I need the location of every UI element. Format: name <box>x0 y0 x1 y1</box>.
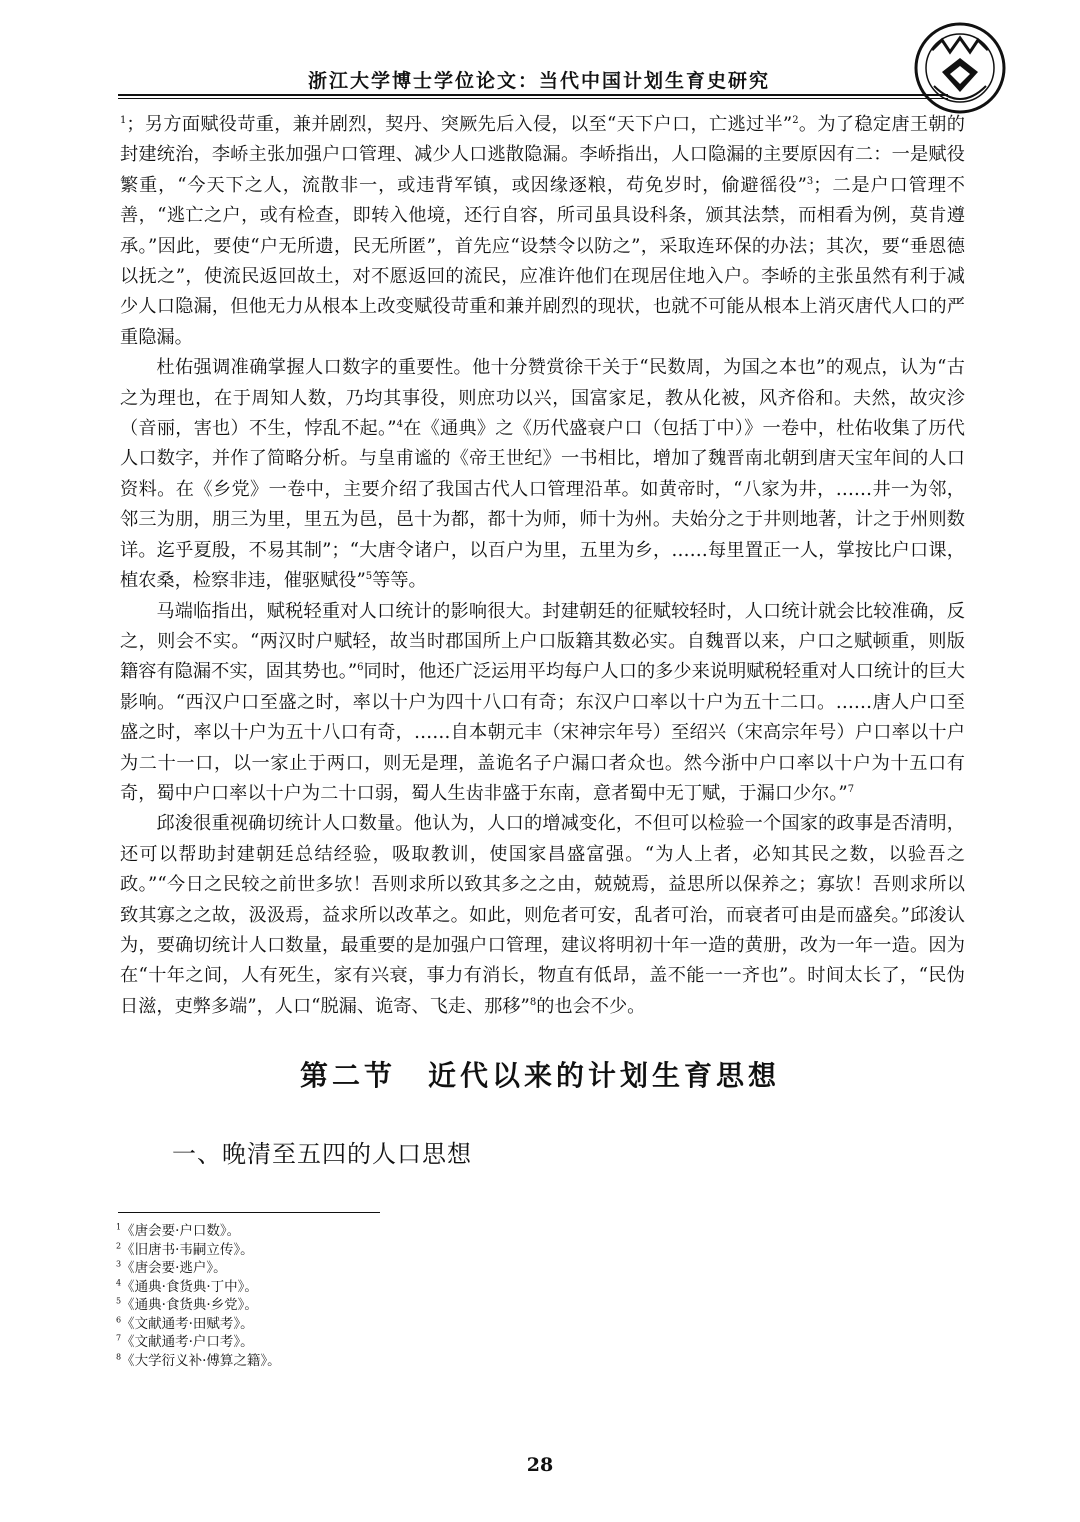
footnote-text: 《唐会要·逃户》。 <box>121 1260 227 1276</box>
footnote-text: 《通典·食货典·乡党》。 <box>121 1297 258 1313</box>
footnote-rule <box>118 1212 380 1213</box>
footnote-item <box>116 1278 281 1297</box>
paragraph-text: 在《通典》之《历代盛衰户口（包括丁中）》一卷中，杜佑收集了历代人口数字，并作了简略分析。与皇甫谧的《帝王世纪》一书相比，增加了魏晋南北朝到唐天宝年间的人口资料。在《乡党》一卷中，主要介绍了我国古代人口管理沿革。如黄帝时，“八家为井，……井一为邻，邻三为朋，朋三为里，里五为邑，邑十为都，都十为师，师十为州。夫始分之于井则地著，计之于州则数详。迄乎夏殷，不易其制”；“大唐令诸户，以百户为里，五里为乡，……每里置正一人，掌按比户口课，植农桑，检察非违，催驱赋役” <box>120 418 965 592</box>
section-title: 第二节 近代以来的计划生育思想 <box>299 1059 780 1092</box>
footnote-number: 7 <box>116 1333 122 1343</box>
paragraph-text: 的也会不少。 <box>536 995 646 1017</box>
footnotes <box>116 1222 281 1370</box>
paragraph-text: ；二是户口管理不善，“逃亡之户，或有检查，即转入他境，还行自容，所司虽具设科条，颁其法禁，而相看为例，莫肯遵承。”因此，要使“户无所遗，民无所匿”，首先应“设禁令以防之”，采取连环保的办法；其次，要“垂恩德以抚之”，使流民返回故土，对不愿返回的流民，应准许他们在现居住地入户。李峤的主张虽然有利于减少人口隐漏，但他无力从根本上改变赋役苛重和兼并剧烈的现状，也就不可能从根本上消灭唐代人口的严重隐漏。 <box>120 174 965 348</box>
body-text <box>120 110 965 1022</box>
footnote-text: 《唐会要·户口数》。 <box>121 1223 241 1239</box>
footnote-text: 《文献通考·户口考》。 <box>121 1334 254 1350</box>
footnote-marker: 3 <box>806 175 814 187</box>
paragraph-text: 等等。 <box>372 570 427 592</box>
paragraph-text: 。为了稳定唐王朝的封建统治，李峤主张加强户口管理、减少人口逃散隐漏。李峤指出，人口隐漏的主要原因有二：一是赋役繁重，“今天下之人，流散非一，或违背军镇，或因缘逐粮，苟免岁时，偷避徭役” <box>120 114 965 196</box>
page-header <box>118 62 988 98</box>
footnote-text: 《通典·食货典·丁中》。 <box>121 1278 258 1295</box>
footnote-item <box>116 1352 281 1371</box>
header-rule <box>118 94 948 96</box>
footnote-number: 1 <box>116 1222 122 1232</box>
footnote-number: 6 <box>116 1315 122 1324</box>
paragraph-3 <box>120 597 965 810</box>
footnote-item <box>116 1315 281 1334</box>
paragraph-text: 同时，他还广泛运用平均每户人口的多少来说明赋税轻重对人口统计的巨大影响。“西汉户口至盛之时，率以十户为四十八口有奇；东汉户口率以十户为五十二口。……唐人户口至盛之时，率以十户为五十八口有奇，……自本朝元丰（宋神宗年号）至绍兴（宋高宗年号）户口率以十户为二十一口，以一家止于两口，则无是理，盖诡名子户漏口者众也。然今浙中户口率以十户为十五口有奇，蜀中户口率以十户为二十口弱，蜀人生齿非盛于东南，意者蜀中无丁赋，于漏口少尔。” <box>120 661 965 804</box>
paragraph-text: ；另方面赋役苛重，兼并剧烈，契丹、突厥先后入侵，以至“天下户口，亡逃过半” <box>126 114 793 135</box>
footnote-marker: 8 <box>529 996 537 1008</box>
footnote-text: 《旧唐书·韦嗣立传》。 <box>121 1241 254 1258</box>
footnote-number: 8 <box>116 1352 122 1361</box>
footnote-text: 《大学衍义补·傅算之籍》。 <box>121 1352 281 1369</box>
paragraph-2 <box>120 353 965 596</box>
footnote-marker: 7 <box>847 783 855 795</box>
header-rule-thin <box>118 98 948 99</box>
footnote-marker: 4 <box>396 419 403 430</box>
footnote-number: 4 <box>116 1278 122 1287</box>
paragraph-text: 马端临指出，赋税轻重对人口统计的影响很大。封建朝廷的征赋较轻时，人口统计就会比较准确，反之，则会不实。“两汉时户赋轻，故当时郡国所上户口版籍其数必实。自魏晋以来，户口之赋顿重，则版籍容有隐漏不实，固其势也。” <box>120 600 965 683</box>
footnote-item <box>116 1241 281 1260</box>
footnote-text: 《文献通考·田赋考》。 <box>121 1315 254 1332</box>
paragraph-text: 杜佑强调准确掌握人口数字的重要性。他十分赞赏徐干关于“民数周，为国之本也”的观点，认为“古之为理也，在于周知人数，乃均其事役，则庶功以兴，国富家足，教从化被，风齐俗和。夫然，故灾沴（音丽，害也）不生，悖乱不起。” <box>120 357 965 440</box>
paragraph-4 <box>120 809 965 1022</box>
footnote-number: 2 <box>116 1241 122 1250</box>
footnote-marker: 6 <box>357 662 364 674</box>
paragraph-1 <box>120 110 965 353</box>
footnote-number: 5 <box>116 1296 122 1306</box>
footnote-marker: 2 <box>792 114 799 126</box>
footnote-marker: 5 <box>365 571 373 583</box>
footnote-item <box>116 1333 281 1352</box>
footnote-item <box>116 1222 281 1241</box>
footnote-item <box>116 1296 281 1315</box>
footnote-item <box>116 1259 281 1278</box>
paragraph-text: 邱浚很重视确切统计人口数量。他认为，人口的增减变化，不但可以检验一个国家的政事是否清明，还可以帮助封建朝廷总结经验，吸取教训，使国家昌盛富强。“为人上者，必知其民之数，以验吾之政。”“今日之民较之前世多欤！吾则求所以致其多之之由，兢兢焉，益思所以保养之；寡欤！吾则求所以致其寡之之故，汲汲焉，益求所以改革之。如此，则危者可安，乱者可治，而衰者可由是而盛矣。”邱浚认为，要确切统计人口数量，最重要的是加强户口管理，建议将明初十年一造的黄册，改为一年一造。因为在“十年之间，人有死生，家有兴衰，事力有消长，物直有低昂，盖不能一一齐也”。时间太长了，“民伪日滋，吏弊多端”，人口“脱漏、诡寄、飞走、那移” <box>120 813 965 1017</box>
footnote-marker: 1 <box>120 114 127 126</box>
header-title: 浙江大学博士学位论文：当代中国计划生育史研究 <box>308 70 771 92</box>
university-seal-icon <box>912 20 1008 116</box>
subsection-title: 一、晚清至五四的人口思想 <box>172 1140 472 1168</box>
footnote-number: 3 <box>116 1259 122 1269</box>
page-number: 28 <box>526 1454 554 1476</box>
